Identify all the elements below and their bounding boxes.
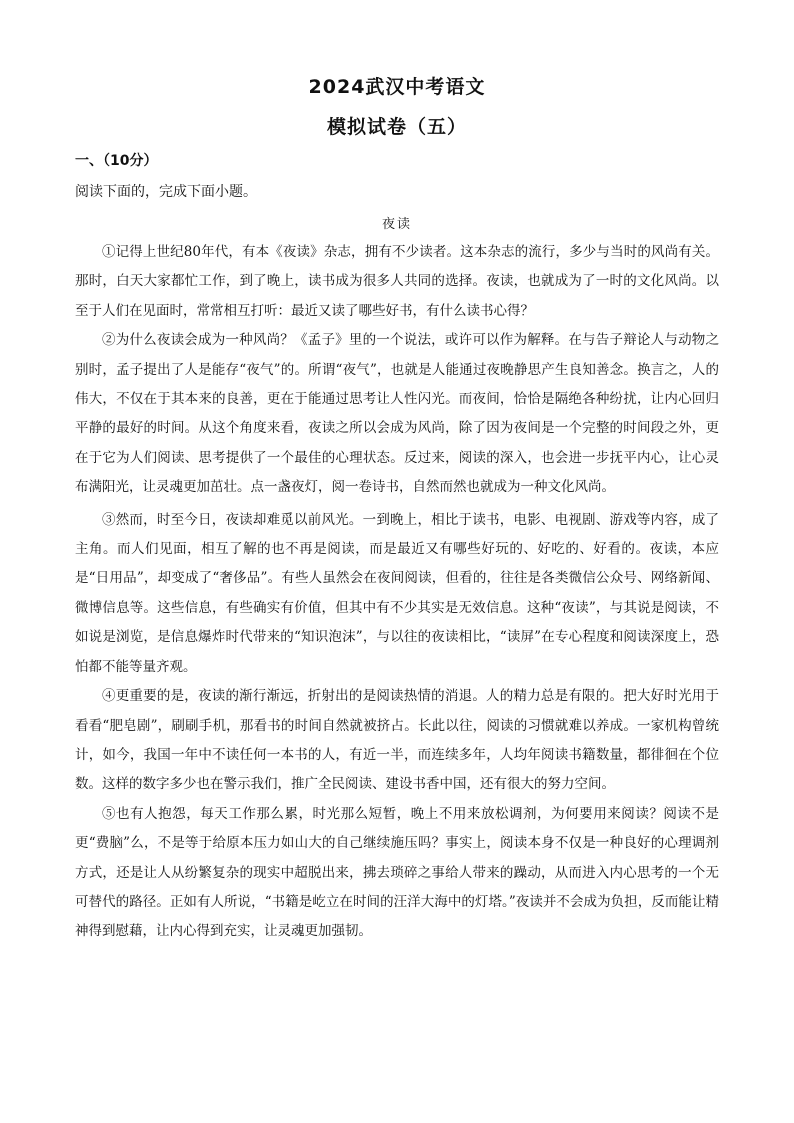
essay-body xyxy=(75,238,719,947)
essay-paragraph-5: ⑤也有人抱怨，每天工作那么累，时光那么短暂，晚上不用来放松调剂，为何要用来阅读？阅读不是更“费脑”么，不是等于给原本压力如山大的自己继续施压吗？事实上，阅读本身不仅是一种良好的心理调剂方式，还是让人从纷繁复杂的现实中超脱出来，拂去琐碎之事给人带来的躁动，从而进入内心思考的一个无可替代的路径。正如有人所说，“书籍是屹立在时间的汪洋大海中的灯塔。”夜读并不会成为负担，反而能让精神得到慰藉，让内心得到充实，让灵魂更加强韧。 xyxy=(75,805,719,940)
essay-title: 夜读 xyxy=(381,217,412,232)
essay-paragraph-4: ④更重要的是，夜读的渐行渐远，折射出的是阅读热情的消退。人的精力总是有限的。把大好时光用于看看“肥皂剧”，刷刷手机，那看书的时间自然就被挤占。长此以往，阅读的习惯就难以养成。一家机构曾统计，如今，我国一年中不读任何一本书的人，有近一半，而连续多年，人均年阅读书籍数量，都徘徊在个位数。这样的数字多少也在警示我们，推广全民阅读、建设书香中国，还有很大的努力空间。 xyxy=(75,688,719,793)
reading-instruction: 阅读下面的，完成下面小题。 xyxy=(75,184,257,200)
section-heading: 一、（10分） xyxy=(75,153,158,169)
page-subtitle: 模拟试卷（五） xyxy=(326,116,467,138)
page-title: 2024武汉中考语文 xyxy=(308,76,486,98)
essay-paragraph-1: ①记得上世纪80年代，有本《夜读》杂志，拥有不少读者。这本杂志的流行，多少与当时的风尚有关。那时，白天大家都忙工作，到了晚上，读书成为很多人共同的选择。夜读，也就成为了一时的文化风尚。以至于人们在见面时，常常相互打听：最近又读了哪些好书，有什么读书心得？ xyxy=(75,244,719,319)
essay-paragraph-2: ②为什么夜读会成为一种风尚？《孟子》里的一个说法，或许可以作为解释。在与告子辩论人与动物之别时，孟子提出了人是能存“夜气”的。所谓“夜气”，也就是人能通过夜晚静思产生良知善念。换言之，人的伟大，不仅在于其本来的良善，更在于能通过思考让人性闪光。而夜间，恰恰是隔绝各种纷扰，让内心回归平静的最好的时间。从这个角度来看，夜读之所以会成为风尚，除了因为夜间是一个完整的时间段之外，更在于它为人们阅读、思考提供了一个最佳的心理状态。反过来，阅读的深入，也会进一步抚平内心，让心灵布满阳光，让灵魂更加茁壮。点一盏夜灯，阅一卷诗书，自然而然也就成为一种文化风尚。 xyxy=(75,332,719,496)
essay-paragraph-3: ③然而，时至今日，夜读却难觅以前风光。一到晚上，相比于读书，电影、电视剧、游戏等内容，成了主角。而人们见面，相互了解的也不再是阅读，而是最近又有哪些好玩的、好吃的、好看的。夜读，本应是“日用品”，却变成了“奢侈品”。有些人虽然会在夜间阅读，但看的，往往是各类微信公众号、网络新闻、微博信息等。这些信息，有些确实有价值，但其中有不少其实是无效信息。这种“夜读”，与其说是阅读，不如说是浏览，是信息爆炸时代带来的“知识泡沫”，与以往的夜读相比，“读屏”在专心程度和阅读深度上，恐怕都不能等量齐观。 xyxy=(75,511,719,675)
